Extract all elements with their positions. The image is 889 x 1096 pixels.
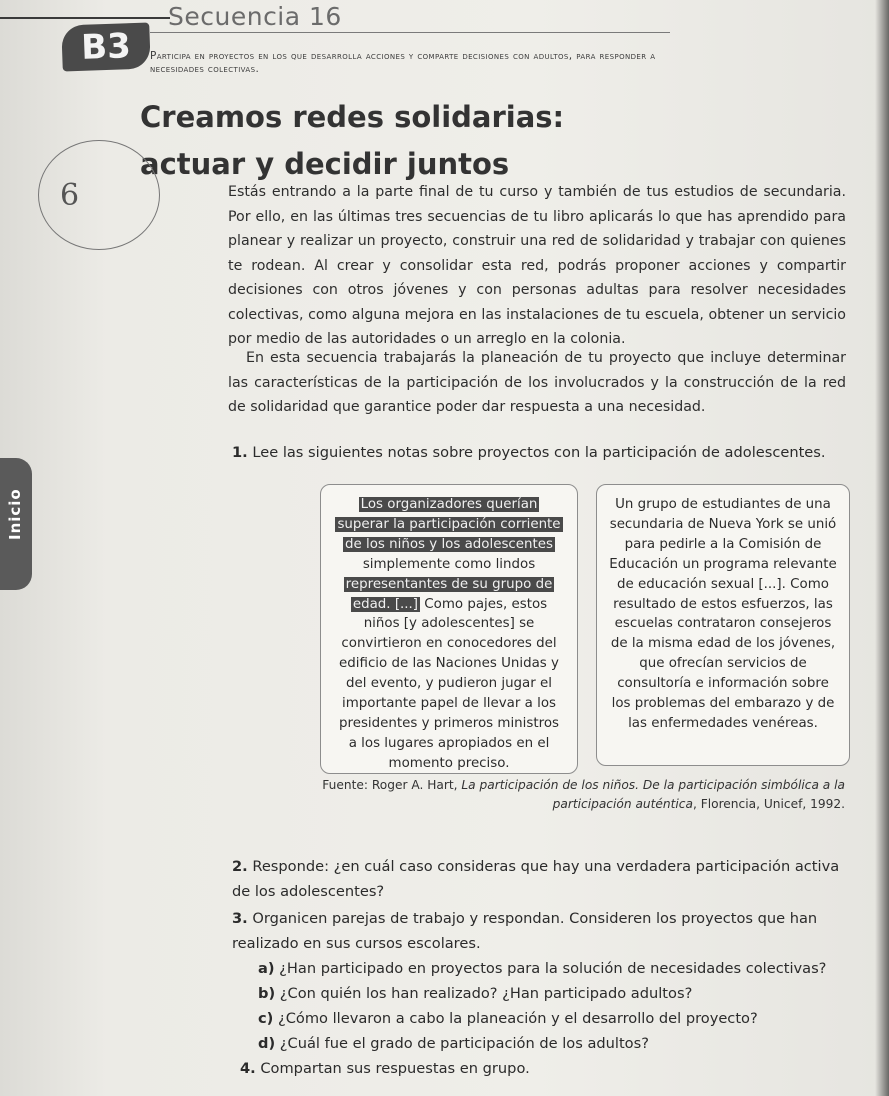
- question-4-text: Compartan sus respuestas en grupo.: [260, 1060, 530, 1077]
- question-3b-text: ¿Con quién los han realizado? ¿Han participado adultos?: [279, 985, 693, 1002]
- question-3c-label: c): [258, 1010, 274, 1027]
- note-left-highlight-3: de los niños y los adolescentes: [345, 536, 553, 552]
- source-work: La participación de los niños. De la participación simbólica a la participación auténtica: [461, 778, 845, 811]
- question-4: [240, 1056, 840, 1081]
- question-4-number: 4.: [240, 1060, 256, 1077]
- note-left: [320, 484, 578, 774]
- lesson-number-mark: 6: [60, 178, 80, 213]
- intro-paragraph-2: En esta secuencia trabajarás la planeación de tu proyecto que incluye determinar las características de la participación de los involucrados y la construcción de la red de solidaridad que garantice poder dar respuesta a una necesidad.: [228, 350, 846, 415]
- page-title: [140, 94, 700, 188]
- note-left-highlight-2: superar la participación corriente: [337, 516, 561, 532]
- question-2-text: Responde: ¿en cuál caso consideras que hay una verdadera participación activa de los adolescentes?: [232, 858, 840, 900]
- note-left-highlight-5: edad. [...]: [352, 596, 419, 612]
- title-line-2: actuar y decidir juntos: [140, 147, 510, 181]
- question-3a-label: a): [258, 960, 275, 977]
- activity-1: [232, 440, 842, 465]
- question-3a: [258, 956, 858, 981]
- block-badge: B3: [61, 22, 151, 71]
- question-3c: [258, 1006, 858, 1031]
- question-3-number: 3.: [232, 910, 248, 927]
- source-suffix: , Florencia, Unicef, 1992.: [692, 797, 845, 811]
- header-line: [0, 17, 170, 19]
- question-2-number: 2.: [232, 858, 248, 875]
- question-3b-label: b): [258, 985, 276, 1002]
- note-left-highlight-4: representantes de su grupo de: [345, 576, 553, 592]
- sequence-subtitle: Participa en proyectos en los que desarrolla acciones y comparte decisiones con adultos, para responder a necesidades colectivas.: [150, 50, 656, 75]
- section-tab: [0, 458, 32, 590]
- question-3a-text: ¿Han participado en proyectos para la solución de necesidades colectivas?: [279, 960, 827, 977]
- activity-1-number: 1.: [232, 444, 248, 461]
- header-rule: [150, 32, 670, 33]
- note-right: [596, 484, 850, 766]
- question-3d: [258, 1031, 858, 1056]
- question-2: [232, 854, 862, 904]
- sequence-title: Secuencia 16: [168, 2, 342, 31]
- lesson-circle-mark: [38, 140, 160, 250]
- question-3-text: Organicen parejas de trabajo y respondan. Consideren los proyectos que han realizado en sus cursos escolares.: [232, 910, 818, 952]
- intro-paragraph-1: Estás entrando a la parte final de tu curso y también de tus estudios de secundaria. Por ello, en las últimas tres secuencias de tu libro aplicarás lo que has aprendido para planear y realizar un proyecto, construir una red de solidaridad y trabajar con quienes te rodean. Al crear y consolidar esta red, podrás proponer acciones y compartir decisiones con otros jóvenes y con personas adultas para resolver necesidades colectivas, como alguna mejora en las instalaciones de tu escuela, obtener un servicio por medio de las autoridades o un arreglo en la colonia.: [228, 184, 846, 347]
- note-left-highlight-1: Los organizadores querían: [360, 497, 538, 512]
- page-edge-shadow: [875, 0, 889, 1096]
- source-prefix: Fuente: Roger A. Hart,: [322, 778, 462, 792]
- question-3: [232, 906, 862, 956]
- note-right-text: Un grupo de estudiantes de una secundaria de Nueva York se unió para pedirle a la Comisión de Educación un programa relevante de educación sexual [...]. Como resultado de estos esfuerzos, las escuelas contrataron consejeros de la misma edad de los jóvenes, que ofrecían servicios de consultoría e información sobre los problemas del embarazo y de las enfermedades venéreas.: [609, 497, 837, 731]
- note-left-text-2: Como pajes, estos niños [y adolescentes] se convirtieron en conocedores del edificio de las Naciones Unidas y del evento, y pudieron jugar el importante papel de llevar a los presidentes y primeros ministros a los lugares apropiados en el momento preciso.: [339, 596, 559, 771]
- question-3c-text: ¿Cómo llevaron a cabo la planeación y el desarrollo del proyecto?: [277, 1010, 758, 1027]
- question-3d-label: d): [258, 1035, 276, 1052]
- activity-1-text: Lee las siguientes notas sobre proyectos con la participación de adolescentes.: [252, 444, 826, 461]
- section-tab-label: Inicio: [6, 488, 24, 540]
- question-3b: [258, 981, 858, 1006]
- question-3d-text: ¿Cuál fue el grado de participación de los adultos?: [279, 1035, 649, 1052]
- note-left-text-1: simplemente como lindos: [362, 556, 536, 572]
- title-line-1: Creamos redes solidarias:: [140, 100, 565, 134]
- source-citation: [285, 776, 845, 814]
